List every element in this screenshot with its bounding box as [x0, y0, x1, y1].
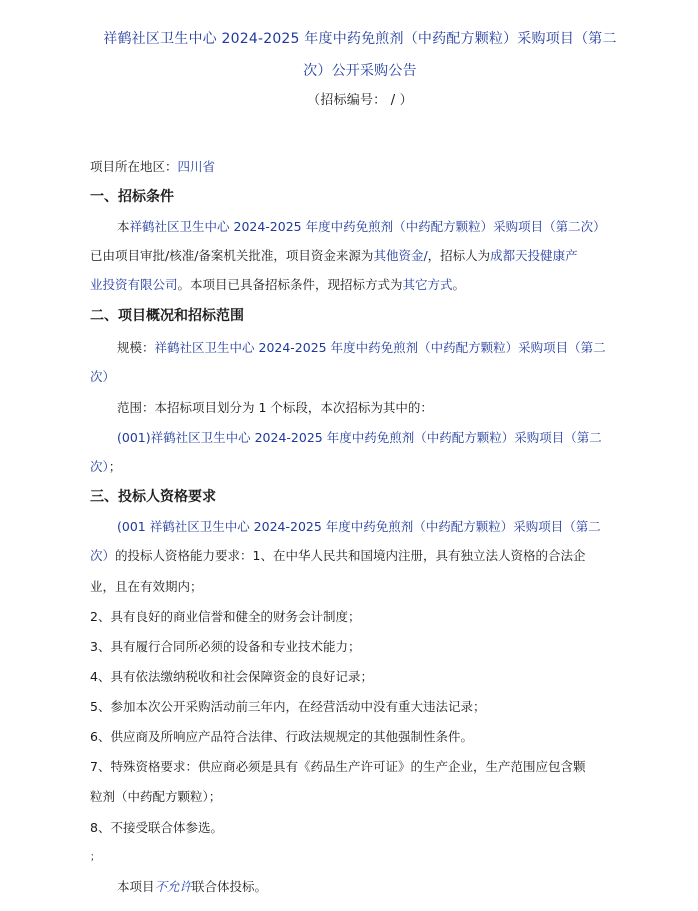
qualification-line-1: (001 祥鹤社区卫生中心 2024-2025 年度中药免煎剂（中药配方颗粒）采购项目（第二 [117, 519, 601, 534]
scale-line-2: 次） [90, 369, 116, 384]
title-line-1: 祥鹤社区卫生中心 2024-2025 年度中药免煎剂（中药配方颗粒）采购项目（第二 [103, 31, 617, 47]
project-name: 祥鹤社区卫生中心 2024-2025 年度中药免煎剂（中药配方颗粒）采购项目（第二次） [129, 219, 606, 234]
text-fragment: 本 [117, 219, 130, 234]
location-label: 项目所在地区： [90, 159, 178, 174]
location-value: 四川省 [177, 159, 216, 174]
scale-label: 规模： [117, 340, 155, 355]
section-2-heading: 二、项目概况和招标范围 [90, 308, 244, 324]
lot-line-2 [90, 457, 630, 475]
requirement-item-7-line-1: 7、特殊资格要求：供应商必须是具有《药品生产许可证》的生产企业，生产范围应包含颗 [90, 759, 586, 774]
section-1-para-line-3 [90, 275, 630, 293]
requirement-item-5: 5、参加本次公开采购活动前三年内，在经营活动中没有重大违法记录； [90, 699, 486, 714]
requirement-item-6: 6、供应商及所响应产品符合法律、行政法规规定的其他强制性条件。 [90, 729, 473, 744]
title-line-2: 次）公开采购公告 [303, 63, 417, 79]
text-fragment: 。本项目已具备招标条件，现招标方式为 [177, 277, 403, 292]
requirement-item-4: 4、具有依法缴纳税收和社会保障资金的良好记录； [90, 669, 373, 684]
bid-number: （招标编号： / ） [307, 93, 413, 108]
qualification-line-2 [90, 546, 630, 564]
joint-bid-statement [117, 877, 630, 895]
requirement-item-2: 2、具有良好的商业信誉和健全的财务会计制度； [90, 609, 361, 624]
lot-line-1: (001)祥鹤社区卫生中心 2024-2025 年度中药免煎剂（中药配方颗粒）采购项目（第二 [117, 430, 602, 445]
scope-text: 范围：本招标项目划分为 1 个标段，本次招标为其中的： [117, 400, 433, 415]
joint-bid-value: 不允许 [154, 879, 193, 894]
requirement-item-3: 3、具有履行合同所必须的设备和专业技术能力； [90, 639, 361, 654]
text-fragment: ； [108, 459, 122, 474]
text-fragment: ，招标人为 [427, 248, 491, 263]
text-fragment: 联合体投标。 [192, 879, 268, 894]
lot-name-end: 次） [90, 548, 116, 563]
requirement-item-8: 8、不接受联合体参选。 [90, 820, 223, 835]
section-1-heading: 一、招标条件 [90, 189, 174, 205]
bid-method: 其它方式 [402, 277, 453, 292]
text-fragment: 本项目 [117, 879, 155, 894]
section-3-heading: 三、投标人资格要求 [90, 489, 216, 505]
text-fragment: 。 [452, 277, 466, 292]
tenderer-name-part-1: 成都天投健康产 [490, 248, 578, 263]
qualification-line-3: 业，且在有效期内； [90, 579, 203, 594]
tenderer-name-part-2: 业投资有限公司 [90, 277, 178, 292]
scale-line-1 [117, 338, 630, 356]
section-1-para-line-1 [117, 217, 630, 235]
fund-source: 其他资金/ [373, 248, 428, 263]
project-location [90, 157, 630, 175]
section-1-para-line-2 [90, 246, 630, 264]
text-fragment: 的投标人资格能力要求：1、在中华人民共和国境内注册，具有独立法人资格的合法企 [115, 548, 586, 563]
scale-value: 祥鹤社区卫生中心 2024-2025 年度中药免煎剂（中药配方颗粒）采购项目（第二 [154, 340, 606, 355]
separator-mark: ； [90, 852, 100, 863]
lot-name-end: 次） [90, 459, 109, 474]
requirement-item-7-line-2: 粒剂（中药配方颗粒）； [90, 789, 222, 804]
text-fragment: 已由项目审批/核准/备案机关批准，项目资金来源为 [90, 248, 374, 263]
